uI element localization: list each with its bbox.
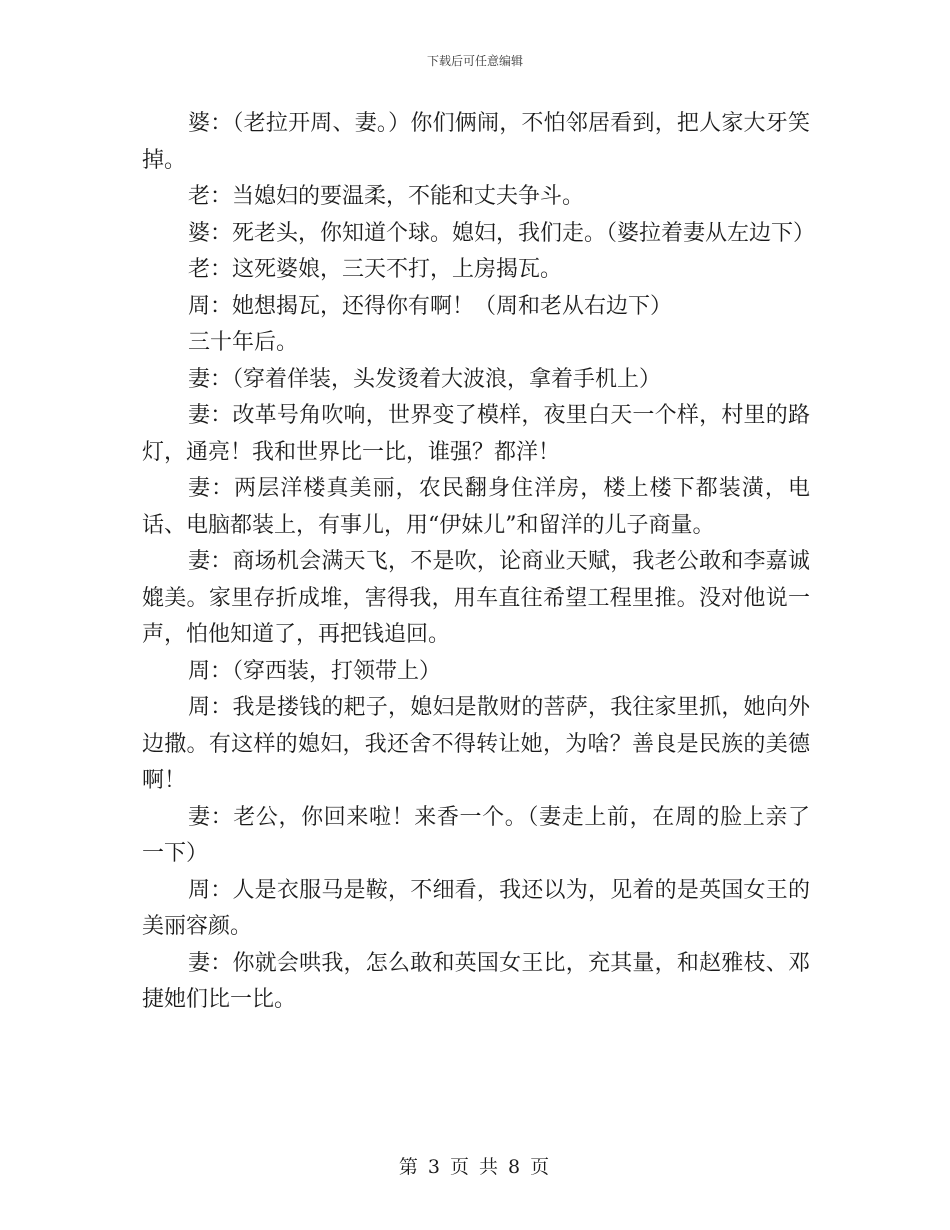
dialogue-line: 老：这死婆娘，三天不打，上房揭瓦。 xyxy=(188,257,563,282)
dialogue-line: 婆：死老头，你知道个球。媳妇，我们走。（婆拉着妻从左边下） xyxy=(188,220,816,246)
dialogue-line: 周：我是搂钱的耙子，媳妇是散财的菩萨，我往家里抓，她向外边撒。有这样的媳妇，我还舍不得转让她，为啥？善良是民族的美德啊！ xyxy=(142,695,810,793)
page-number-footer: 第 3 页 共 8 页 xyxy=(398,1156,552,1178)
dialogue-line: 妻：老公，你回来啦！来香一个。（妻走上前，在周的脸上亲了一下） xyxy=(142,804,810,866)
page-header: 下载后可任意编辑 xyxy=(426,54,523,68)
dialogue-line: 婆：（老拉开周、妻。）你们俩闹，不怕邻居看到，把人家大牙笑掉。 xyxy=(142,111,810,173)
dialogue-line: 周：她想揭瓦，还得你有啊！（周和老从右边下） xyxy=(188,293,673,319)
dialogue-line: 妻：两层洋楼真美丽，农民翻身住洋房，楼上楼下都装潢，电话、电脑都装上，有事儿，用“伊妹儿”和留洋的儿子商量。 xyxy=(142,476,810,538)
script-body xyxy=(142,106,816,1019)
dialogue-line: 妻：你就会哄我，怎么敢和英国女王比，充其量，和赵雅枝、邓捷她们比一比。 xyxy=(142,950,810,1012)
scene-transition: 三十年后。 xyxy=(188,330,299,355)
dialogue-line: 妻：商场机会满天飞，不是吹，论商业天赋，我老公敢和李嘉诚媲美。家里存折成堆，害得我，用车直往希望工程里推。没对他说一声，怕他知道了，再把钱追回。 xyxy=(142,549,810,647)
stage-direction: 周：（穿西装，打领带上） xyxy=(188,658,442,684)
dialogue-line: 老：当媳妇的要温柔，不能和丈夫争斗。 xyxy=(188,184,585,209)
dialogue-line: 周：人是衣服马是鞍，不细看，我还以为，见着的是英国女王的美丽容颜。 xyxy=(142,877,810,939)
stage-direction: 妻：（穿着佯装，头发烫着大波浪，拿着手机上） xyxy=(188,366,662,392)
dialogue-line: 妻：改革号角吹响，世界变了模样，夜里白天一个样，村里的路灯，通亮！我和世界比一比，谁强？都洋！ xyxy=(142,403,810,465)
